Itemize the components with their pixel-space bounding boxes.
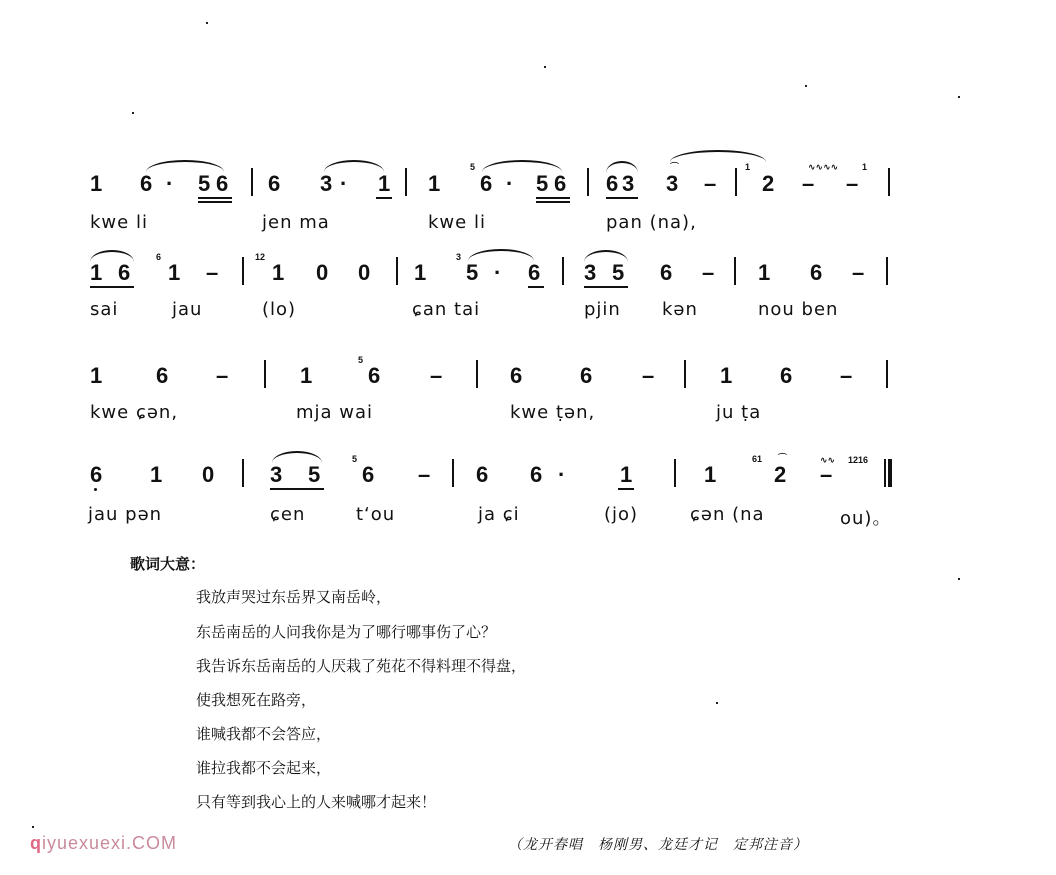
note: 6 bbox=[268, 171, 281, 196]
beam bbox=[90, 286, 134, 288]
watermark-prefix: q bbox=[30, 833, 42, 853]
translation-heading: 歌词大意： bbox=[130, 555, 206, 573]
scan-speck bbox=[958, 96, 960, 98]
beam bbox=[536, 197, 570, 199]
low-octave-dot bbox=[94, 488, 97, 491]
scan-speck bbox=[805, 85, 807, 87]
grace-note: 6 bbox=[156, 252, 162, 262]
note: 1 bbox=[428, 171, 441, 196]
note: 6 bbox=[528, 260, 541, 285]
beam bbox=[198, 197, 232, 199]
lyric: kən bbox=[662, 299, 698, 320]
translation-line: 我告诉东岳南岳的人厌栽了苑花不得料理不得盘， bbox=[196, 657, 527, 675]
note: 5 bbox=[612, 260, 625, 285]
note: 5 bbox=[466, 260, 479, 285]
note-dot: · bbox=[494, 260, 502, 285]
slur bbox=[146, 160, 224, 172]
fermata-mark: ⌒ bbox=[670, 162, 680, 172]
slur bbox=[670, 150, 766, 162]
note: 6 bbox=[480, 171, 493, 196]
credit-line: （龙开春唱 杨刚男、龙廷才记 定邦注音） bbox=[508, 837, 808, 853]
note: 6 bbox=[580, 363, 593, 388]
watermark-rest: iyuexuexi.COM bbox=[42, 833, 178, 853]
grace-note: 12 bbox=[255, 252, 266, 262]
grace-note: 5 bbox=[352, 454, 358, 464]
lyric: jen ma bbox=[262, 212, 330, 233]
note: 6 bbox=[476, 462, 489, 487]
note: 2 bbox=[762, 171, 775, 196]
note: 0 bbox=[358, 260, 371, 285]
note: 1 bbox=[620, 462, 633, 487]
slur bbox=[584, 250, 628, 262]
lyric: kwe ṭən, bbox=[510, 402, 596, 423]
slur bbox=[90, 250, 134, 262]
lyric: ɕan tai bbox=[412, 299, 481, 320]
slur bbox=[272, 451, 322, 463]
note: 6 bbox=[140, 171, 153, 196]
translation-line: 谁喊我都不会答应， bbox=[196, 725, 332, 743]
note: 1 bbox=[90, 171, 103, 196]
note-dot: · bbox=[506, 171, 514, 196]
barline bbox=[735, 168, 737, 196]
barline bbox=[405, 168, 407, 196]
translation-line: 我放声哭过东岳界又南岳岭， bbox=[196, 588, 392, 606]
fermata-mark: ⌒ bbox=[778, 453, 788, 463]
translation-line: 只有等到我心上的人来喊哪才起来！ bbox=[196, 793, 437, 811]
note: 1 bbox=[168, 260, 181, 285]
note: 6 bbox=[156, 363, 169, 388]
lyric: ɕən (na bbox=[690, 504, 765, 525]
lyric: mja wai bbox=[296, 402, 374, 423]
lyric: ou)。 bbox=[840, 508, 892, 529]
lyric: jau pən bbox=[88, 504, 163, 525]
lyric: ɕen bbox=[270, 504, 306, 525]
dash: – bbox=[840, 363, 853, 388]
note-dot: · bbox=[558, 462, 566, 487]
note: 0 bbox=[316, 260, 329, 285]
note: 1 bbox=[704, 462, 717, 487]
lyric: kwe ɕən, bbox=[90, 402, 179, 423]
barline bbox=[242, 459, 244, 487]
barline bbox=[587, 168, 589, 196]
note: 6 bbox=[90, 462, 103, 487]
final-barline bbox=[884, 459, 886, 487]
grace-note: 1 bbox=[745, 162, 751, 172]
beam bbox=[618, 488, 634, 490]
barline bbox=[734, 257, 736, 285]
dash: – bbox=[206, 260, 219, 285]
lyric: nou ben bbox=[758, 299, 839, 320]
note: 6 bbox=[660, 260, 673, 285]
final-barline-thick bbox=[888, 459, 892, 487]
beam bbox=[536, 201, 570, 203]
note: 6 bbox=[554, 171, 567, 196]
grace-note: 3 bbox=[456, 252, 462, 262]
note-dot: · bbox=[340, 171, 348, 196]
barline bbox=[886, 360, 888, 388]
dash: – bbox=[704, 171, 717, 196]
beam bbox=[270, 488, 324, 490]
note: 6 bbox=[606, 171, 619, 196]
note: 1 bbox=[90, 363, 103, 388]
slur bbox=[606, 161, 638, 173]
barline bbox=[396, 257, 398, 285]
dash: – bbox=[418, 462, 431, 487]
note-dot: · bbox=[166, 171, 174, 196]
dash: – bbox=[642, 363, 655, 388]
barline bbox=[452, 459, 454, 487]
lyric: kwe li bbox=[428, 212, 486, 233]
grace-note: 5 bbox=[358, 355, 364, 365]
note: 3 bbox=[320, 171, 333, 196]
note: 1 bbox=[90, 260, 103, 285]
barline bbox=[251, 168, 253, 196]
translation-line: 使我想死在路旁， bbox=[196, 691, 317, 709]
note: 6 bbox=[362, 462, 375, 487]
note: 6 bbox=[810, 260, 823, 285]
beam bbox=[376, 197, 392, 199]
grace-note: 61 bbox=[752, 454, 763, 464]
lyric: pan (na), bbox=[606, 212, 697, 233]
dash: – bbox=[802, 171, 815, 196]
barline bbox=[888, 168, 890, 196]
note-fermata: 3 bbox=[666, 171, 679, 196]
scan-speck bbox=[32, 826, 34, 828]
barline bbox=[674, 459, 676, 487]
note: 1 bbox=[720, 363, 733, 388]
beam bbox=[528, 286, 544, 288]
note: 3 bbox=[270, 462, 283, 487]
note: 6 bbox=[216, 171, 229, 196]
note: 6 bbox=[780, 363, 793, 388]
note: 6 bbox=[510, 363, 523, 388]
translation-line: 谁拉我都不会起来， bbox=[196, 759, 332, 777]
lyric: pjin bbox=[584, 299, 621, 320]
note: 6 bbox=[118, 260, 131, 285]
note-fermata: 2 bbox=[774, 462, 787, 487]
note: 3 bbox=[584, 260, 597, 285]
barline bbox=[242, 257, 244, 285]
trill-mark: ∿∿∿∿ bbox=[808, 162, 839, 172]
scan-speck bbox=[716, 702, 718, 704]
lyric: (jo) bbox=[604, 504, 639, 525]
scan-speck bbox=[958, 578, 960, 580]
beam bbox=[606, 197, 638, 199]
note: 1 bbox=[300, 363, 313, 388]
dash: – bbox=[430, 363, 443, 388]
note: 1 bbox=[378, 171, 391, 196]
scan-speck bbox=[206, 22, 208, 24]
note: 1 bbox=[758, 260, 771, 285]
lyric: ju ṭa bbox=[716, 402, 762, 423]
scan-speck bbox=[544, 66, 546, 68]
grace-note: 5 bbox=[470, 162, 476, 172]
grace-note: 1216 bbox=[848, 455, 869, 465]
lyric: (lo) bbox=[262, 299, 297, 320]
barline bbox=[886, 257, 888, 285]
lyric: ja ɕi bbox=[478, 504, 520, 525]
dash: – bbox=[852, 260, 865, 285]
site-watermark bbox=[30, 833, 177, 854]
dash: – bbox=[846, 171, 859, 196]
note: 6 bbox=[368, 363, 381, 388]
slur bbox=[482, 160, 562, 172]
dash: – bbox=[702, 260, 715, 285]
lyric: kwe li bbox=[90, 212, 148, 233]
note: 3 bbox=[622, 171, 635, 196]
note: 1 bbox=[414, 260, 427, 285]
barline bbox=[684, 360, 686, 388]
beam bbox=[584, 286, 628, 288]
lyric: t‘ou bbox=[356, 504, 396, 525]
note: 1 bbox=[272, 260, 285, 285]
note: 1 bbox=[150, 462, 163, 487]
beam bbox=[198, 201, 232, 203]
scan-speck bbox=[132, 112, 134, 114]
barline bbox=[264, 360, 266, 388]
slur bbox=[468, 249, 534, 261]
lyric: sai bbox=[90, 299, 119, 320]
dash: – bbox=[216, 363, 229, 388]
slur bbox=[324, 160, 384, 172]
barline bbox=[476, 360, 478, 388]
dash: – bbox=[820, 462, 833, 487]
note: 0 bbox=[202, 462, 215, 487]
note: 5 bbox=[308, 462, 321, 487]
trill-mark: ∿∿ bbox=[820, 455, 836, 465]
barline bbox=[562, 257, 564, 285]
grace-note: 1 bbox=[862, 162, 868, 172]
lyric: jau bbox=[172, 299, 203, 320]
note: 5 bbox=[198, 171, 211, 196]
note: 5 bbox=[536, 171, 549, 196]
note: 6 bbox=[530, 462, 543, 487]
translation-line: 东岳南岳的人问我你是为了哪行哪事伤了心？ bbox=[196, 623, 497, 641]
